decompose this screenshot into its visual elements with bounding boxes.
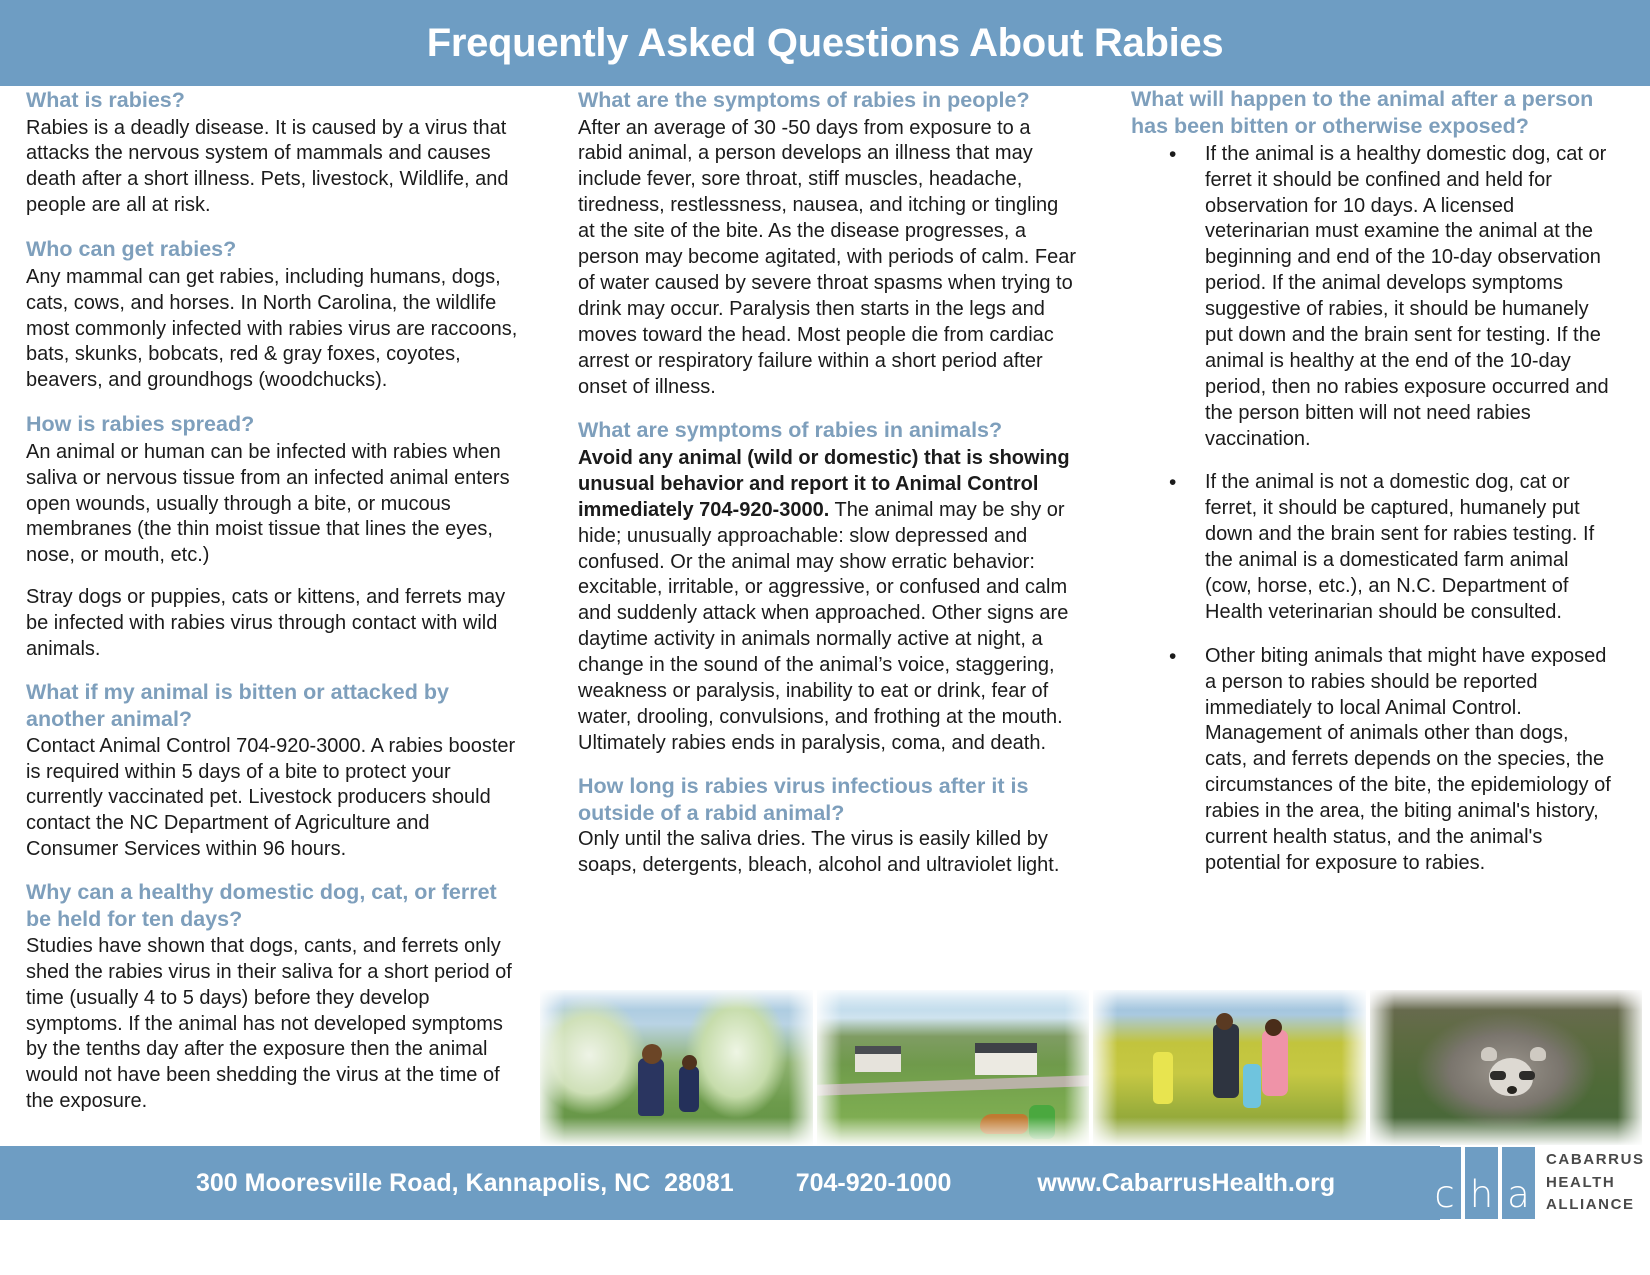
child-head-second [682,1055,697,1070]
faq-answer: After an average of 30 -50 days from exposure to a rabid animal, a person develops an illness that may include fever, sore throat, stiff muscles, headache, tiredness, restlessness, nausea, and itching or tingling at the site of the bite. As the disease progresses, a person may become agitated, with periods of calm. Fear of water caused by severe throat spasms when trying to drink may occur. Paralysis then starts in the legs and moves toward the head. Most people die from cardiac arrest or respiratory failure within a short period after onset of illness. [578,116,1077,398]
adult-male-figure [1213,1024,1239,1098]
logo-letter-h: h [1469,1173,1494,1216]
house-shape-second [975,1043,1037,1075]
faq-heading: How long is rabies virus infectious after it is outside of a rabid animal? [578,773,1029,825]
road-shape [817,1075,1090,1096]
page-header-bar [0,0,1650,86]
adult-female-figure [1262,1030,1288,1096]
faq-heading: What is rabies? [26,88,185,112]
house-shape [855,1046,901,1072]
faq-section-what-is-rabies [26,86,526,219]
faq-section-ten-day-hold [26,879,526,1115]
footer-website-link[interactable]: www.CabarrusHealth.org [1037,1168,1336,1197]
list-item: • If the animal is not a domestic dog, cat or ferret, it should be captured, humanely put down and the brain sent for rabies testing. If the animal is a domesticated farm animal (cow, horse, etc.), an N.C. Department of Health veterinarian should be consulted. [1169,470,1611,625]
faq-heading: What are the symptoms of rabies in people? [578,88,1030,112]
faq-heading: What will happen to the animal after a person has been bitten or otherwise exposed? [1131,87,1594,138]
faq-answer: Studies have shown that dogs, cants, and ferrets only shed the rabies virus in their saliva for a short period of time (usually 4 to 5 days) before they develop symptoms. If the animal has not developed symptoms by the tenths day after the exposure then the animal would not have been shedding the virus at the time of the exposure. [26,934,512,1113]
faq-bullet-list [1131,142,1611,877]
faq-heading: Who can get rabies? [26,237,237,262]
photo-family-walking-wildflowers [1093,990,1366,1145]
logo-tile-h [1465,1147,1498,1219]
photo-neighborhood-lawn-dog-boy [817,990,1090,1145]
faq-section-who-can-get-rabies [26,235,526,394]
footer-phone[interactable]: 704-920-1000 [795,1168,952,1197]
faq-section-what-happens-to-animal [1131,86,1611,877]
content-area [0,86,1650,1146]
raccoon-ear-left [1481,1047,1497,1061]
faq-answer-bold-lead: Avoid any animal (wild or domestic) that is showing unusual behavior and report it to Animal Control immediately 704-920-3000. [578,446,1070,521]
faq-answer-rest: The animal may be shy or hide; unusually approachable: slow depressed and confused. Or the animal may show erratic behavior: excitable, irritable, or aggressive, or confused and calm and suddenly attack when approached. Other signs are daytime activity in animals normally active at night, a change in the sound of the animal’s voice, staggering, weakness or paralysis, inability to eat or drink, fear of water, drooling, convulsions, and frothing at the mouth. Ultimately rabies ends in paralysis, coma, and death. [578,498,1069,754]
faq-section-animal-bitten [26,679,526,863]
faq-answer: Any mammal can get rabies, including humans, dogs, cats, cows, and horses. In North Carolina, the wildlife most commonly infected with rabies virus are raccoons, bats, skunks, bobcats, red & gray foxes, coyotes, beavers, and groundhogs (woodchucks). [26,265,518,392]
logo-wordmark [1546,1149,1645,1217]
photo-strip [540,990,1642,1145]
list-item: • Other biting animals that might have exposed a person to rabies should be reported immediately to local Animal Control. Management of animals other than dogs, cats, and ferrets depends on the species, the circumstances of the bite, the epidemiology of rabies in the area, the biting animal's history, current health status, and the animal's potential for exposure to rabies. [1169,644,1611,877]
photo-children-running-orchard [540,990,813,1145]
page-footer-bar [0,1146,1440,1220]
dog-figure [980,1114,1028,1134]
logo-tile-c [1428,1147,1461,1219]
raccoon-nose [1507,1086,1517,1094]
faq-section-how-is-rabies-spread [26,410,526,663]
raccoon-mask-right [1519,1071,1535,1080]
faq-answer: An animal or human can be infected with rabies when saliva or nervous tissue from an infected animal enters open wounds, usually through a bite, or mucous membranes (the thin moist tissue that lines the eyes, nose, or mouth, etc.) [26,440,510,567]
faq-answer: Rabies is a deadly disease. It is caused by a virus that attacks the nervous system of mammals and causes death after a short illness. Pets, livestock, Wildlife, and people are all at risk. [26,116,509,217]
logo-mark [1428,1147,1535,1219]
child-figure-second [1243,1064,1261,1108]
photo-edge-fade [540,990,813,1145]
faq-section-symptoms-people [578,86,1078,400]
child-figure [638,1058,664,1116]
faq-answer-continued: Stray dogs or puppies, cats or kittens, and ferrets may be infected with rabies virus through contact with wild animals. [26,586,506,661]
raccoon-mask-left [1490,1071,1506,1080]
child-figure [1153,1052,1173,1104]
faq-heading: Why can a healthy domestic dog, cat, or ferret be held for ten days? [26,880,497,931]
logo-word-cabarrus: CABARRUS [1546,1151,1645,1169]
faq-answer: Only until the saliva dries. The virus is easily killed by soaps, detergents, bleach, alcohol and ultraviolet light. [578,828,1060,877]
faq-answer [578,446,1078,757]
list-item: • If the animal is a healthy domestic dog, cat or ferret it should be confined and held for observation for 10 days. A licensed veterinarian must examine the animal at the beginning and end of the 10-day observation period. If the animal develops symptoms suggestive of rabies, it should be humanely put down and the brain sent for testing. If the animal is healthy at the end of the 10-day period, then no rabies exposure occurred and the person bitten will not need rabies vaccination. [1169,142,1611,453]
footer-address: 300 Mooresville Road, Kannapolis, NC 28081 [196,1168,734,1197]
photo-raccoon-in-greenery [1370,990,1643,1145]
child-figure-second [679,1066,699,1112]
faq-section-virus-infectious-duration [578,773,1078,880]
faq-heading: What are symptoms of rabies in animals? [578,418,1003,443]
logo-word-health: HEALTH [1546,1173,1616,1191]
page-title: Frequently Asked Questions About Rabies [426,20,1224,65]
column-two [578,86,1078,895]
adult-male-head [1216,1013,1233,1030]
logo-letter-c: c [1434,1173,1455,1216]
faq-heading: How is rabies spread? [26,412,255,437]
logo-letter-a: a [1507,1173,1530,1216]
adult-female-head [1265,1019,1282,1036]
column-three [1131,86,1611,895]
faq-heading: What if my animal is bitten or attacked by another animal? [26,679,449,731]
logo-word-alliance: ALLIANCE [1546,1196,1635,1214]
faq-answer: Contact Animal Control 704-920-3000. A rabies booster is required within 5 days of a bite to protect your currently vaccinated pet. Livestock producers should contact the NC Department of Agriculture and Consumer Services within 96 hours. [26,734,516,861]
column-one [26,86,526,1131]
raccoon-ear-right [1530,1047,1546,1061]
cabarrus-health-alliance-logo [1428,1140,1650,1226]
boy-figure [1029,1105,1055,1139]
logo-tile-a [1502,1147,1535,1219]
faq-section-symptoms-animals [578,416,1078,756]
